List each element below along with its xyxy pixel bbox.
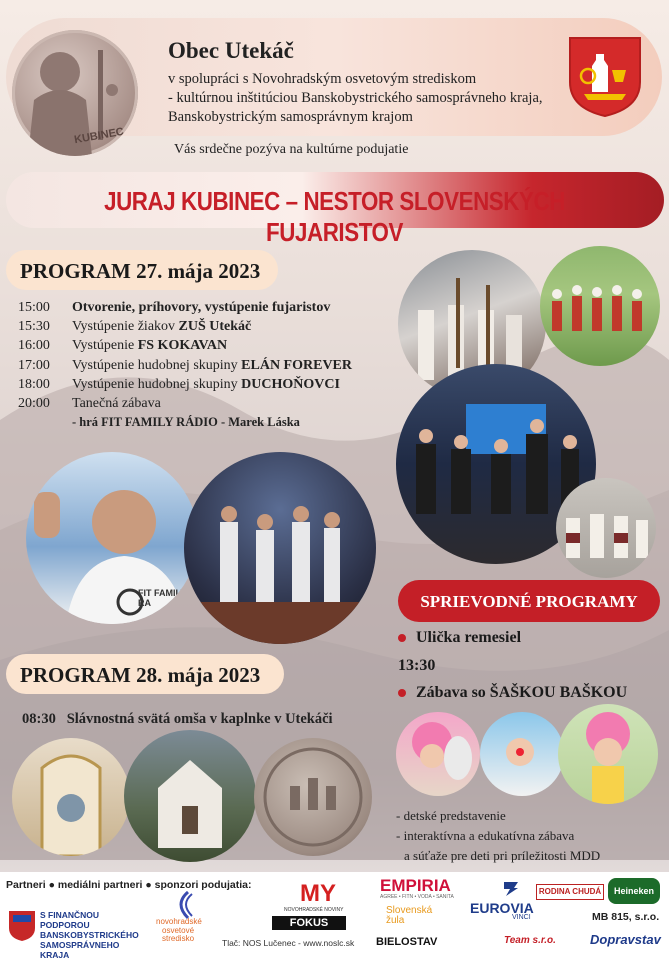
print-credit: Tlač: NOS Lučenec - www.noslc.sk — [222, 938, 355, 948]
partners-heading: Partneri ● mediálni partneri ● sponzori podujatia: — [6, 879, 252, 891]
slovenska-zula-logo: Slovenská žula — [386, 905, 433, 926]
eurovia-logo: EUROVIA — [470, 900, 534, 916]
clown-photo-2 — [480, 712, 564, 796]
clown-photo-1 — [396, 712, 480, 796]
bullet-icon — [398, 634, 406, 642]
bullet-icon — [398, 689, 406, 697]
kids-line-2: - interaktívna a edukatívna zábava — [396, 828, 575, 843]
side-programs-title: SPRIEVODNÉ PROGRAMY — [420, 592, 638, 611]
fokus-logo: FOKUS — [272, 916, 346, 930]
invitation-text: Vás srdečne pozýva na kultúrne podujatie — [174, 142, 409, 157]
elan-forever-photo — [184, 452, 376, 644]
empiria-sub: AGREE • FITN • VODA • SANITA — [380, 894, 454, 900]
empiria-logo: EMPIRIA — [380, 876, 451, 895]
folklore-group-photo — [540, 246, 660, 366]
bielostav-logo: BIELOSTAV — [376, 936, 438, 948]
kids-line-3: a súťaže pre deti pri príležitosti MDD — [404, 848, 601, 863]
organizer-line-3: Banskobystrickým samosprávnym krajom — [168, 109, 413, 125]
kubinec-medal — [12, 30, 138, 156]
program2-title: PROGRAM 28. mája 2023 — [20, 663, 261, 687]
village-coat-of-arms-icon — [568, 36, 642, 118]
kids-line-1: - detské predstavenie — [396, 808, 506, 823]
event-title: JURAJ KUBINEC – NESTOR SLOVENSKÝCH FUJARISTOV — [104, 186, 565, 247]
commemorative-coin-photo — [254, 738, 372, 856]
vinci-logo: VINCI — [512, 914, 531, 921]
rodina-chuda-logo: RODINA CHUDÁ — [536, 884, 604, 900]
heineken-logo: Heineken — [608, 878, 660, 904]
mb815-logo: MB 815, s.r.o. — [592, 911, 660, 923]
fit-family-label: FIT FAMILY RA — [138, 588, 187, 608]
organizer-line-1: v spolupráci s Novohradským osvetovým strediskom — [168, 71, 477, 87]
program2-row: 08:30 Slávnostná svätá omša v kaplnke v Utekáči — [22, 711, 333, 727]
side-item-clown: Zábava so ŠAŠKOU BAŠKOU — [398, 684, 627, 702]
chapel-exterior-photo — [124, 730, 256, 862]
bbsk-support-text: S FINANČNOU PODPOROU BANSKOBYSTRICKÉHO SAMOSPRÁVNEHO KRAJA — [40, 910, 139, 960]
village-title: Obec Utekáč — [168, 38, 294, 63]
clown-photo-3 — [558, 704, 658, 804]
my-logo: MY — [300, 880, 336, 907]
dopravstav-logo: Dopravstav — [590, 932, 661, 947]
medal-inscription: KUBINEC — [73, 125, 125, 147]
chapel-interior-photo — [12, 738, 130, 856]
dancers-photo — [556, 478, 656, 578]
side-item-crafts: Ulička remesiel — [398, 629, 521, 647]
poster: KUBINEC Obec Utekáč v spolupráci s Novohradským osvetovým strediskom - kultúrnou inštitúciou Banskobystrického samosprávneho kraja, Banskobystrickým samosprávnym krajom Vás srdečne pozýva na kultúrne podujatie JURAJ KUBINEC – NESTOR SLOVENSKÝCH FUJARISTOV PROGRAM 27. mája 2023 15:00 Otvorenie, príhovory, vystúpenie fujaristov 15:30 Vystúpenie žiakov ZUŠ Utekáč 16:00 Vystúpenie FS KOKAVAN 17:00 Vystúpenie hudobnej skupiny ELÁN FOREVER 18:00 Vystúpenie hudobnej skupiny DUCHOŇOVCI 20:00 Tanečná zábava - hrá FIT FAMILY RÁDIO - Marek Láska FIT FAMILY RA SPRIEVODNÉ PROGRAMY Ulička remesiel 13:30 Zábava so ŠAŠKOU BAŠKOU PROGRAM 28. mája 2023 08:30 Slávnostná svätá omša v kaplnke v Utekáči - detské predstavenie - interaktívna a edukatívna zábava a súťaže pre deti pri príležitosti MDD Partneri ● mediálni partneri ● sponzori podujatia: S FINANČNOU PODPOROU BANSKOBYSTRICKÉHO SAMOSPRÁVNEHO KRAJA novohradské osvetové stredisko MY NOVOHRADSKÉ NOVINY FOKUS Tlač: NOS Lučenec - www.noslc.sk EMPIRIA AGREE • FITN • VODA • SANITA Slovenská žula EUROVIA VINCI RODINA CHUDÁ Heineken MB 815, s.r.o. BIELOSTAV Team s.r.o. Dopravstav — [0, 0, 669, 960]
side-time: 13:30 — [398, 657, 436, 674]
bbsk-crest-icon — [8, 910, 36, 942]
eurovia-mark-icon — [502, 880, 520, 898]
organizer-line-2: - kultúrnou inštitúciou Banskobystrického samosprávneho kraja, — [168, 90, 543, 106]
team-logo: Team s.r.o. — [504, 935, 556, 946]
program1-title: PROGRAM 27. mája 2023 — [20, 259, 261, 283]
marek-laska-photo — [26, 452, 198, 624]
nos-logo-text: novohradské osvetové stredisko — [156, 917, 202, 943]
my-logo-sub: NOVOHRADSKÉ NOVINY — [284, 907, 344, 913]
nos-logo-icon — [170, 890, 206, 920]
